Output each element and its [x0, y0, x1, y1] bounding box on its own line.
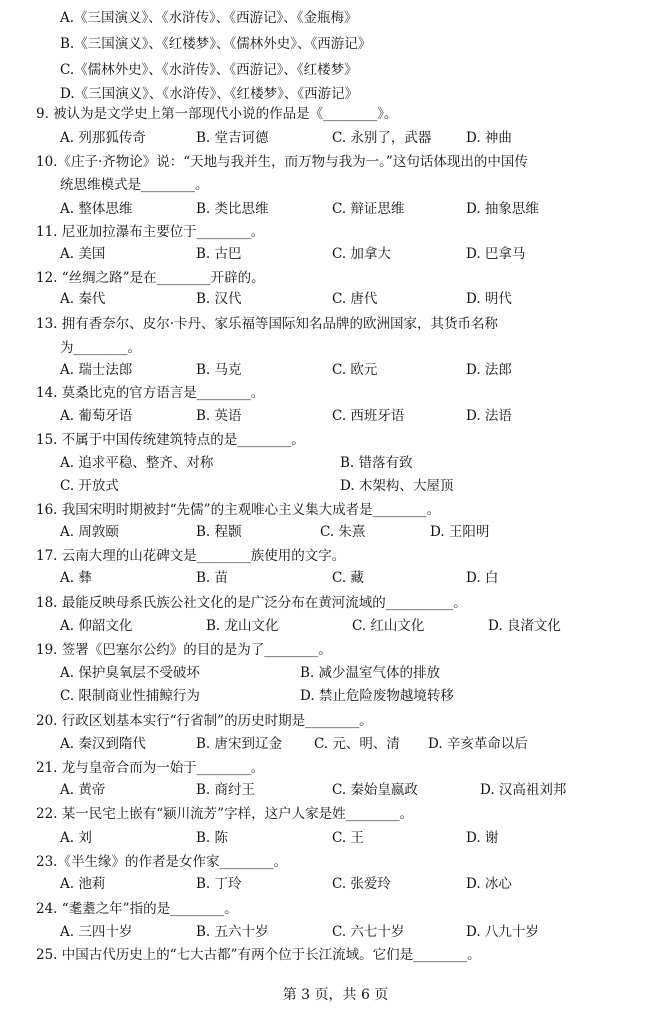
option-22c: C. 王	[332, 830, 364, 846]
option-8c: C.《儒林外史》、《水浒传》、《西游记》、《红楼梦》	[60, 62, 358, 78]
question-25: 25. 中国古代历史上的“七大古都”有两个位于长江流域。它们是________。	[36, 947, 481, 963]
question-18: 18. 最能反映母系氏族公社文化的是广泛分布在黄河流域的__________。	[36, 595, 467, 611]
option-12a: A. 秦代	[60, 291, 106, 307]
question-21: 21. 龙与皇帝合而为一始于________。	[36, 760, 265, 776]
option-8a: A.《三国演义》、《水浒传》、《西游记》、《金瓶梅》	[60, 10, 358, 26]
option-16c: C. 朱熹	[320, 524, 366, 540]
option-15d: D. 木架构、大屋顶	[340, 478, 454, 494]
option-8d: D.《三国演义》、《水浒传》、《红楼梦》、《西游记》	[60, 86, 359, 102]
option-10d: D. 抽象思维	[466, 201, 539, 217]
question-17: 17. 云南大理的山花碑文是________族使用的文字。	[36, 548, 346, 564]
option-13d: D. 法郎	[466, 362, 512, 378]
option-24c: C. 六七十岁	[332, 924, 405, 940]
option-20a: A. 秦汉到隋代	[60, 736, 146, 752]
option-14b: B. 英语	[196, 408, 242, 424]
option-22b: B. 陈	[196, 830, 229, 846]
option-10a: A. 整体思维	[60, 201, 133, 217]
option-18a: A. 仰韶文化	[60, 618, 133, 634]
question-16: 16. 我国宋明时期被封“先儒”的主观唯心主义集大成者是________。	[36, 502, 441, 518]
option-17a: A. 彝	[60, 570, 92, 586]
question-10: 10.《庄子·齐物论》说：“天地与我并生，而万物与我为一。”这句话体现出的中国传	[36, 154, 528, 170]
question-10-cont: 统思维模式是________。	[60, 177, 209, 193]
option-23b: B. 丁玲	[196, 876, 242, 892]
option-9b: B. 堂吉诃德	[196, 130, 269, 146]
option-18b: B. 龙山文化	[206, 618, 279, 634]
option-9a: A. 列那狐传奇	[60, 130, 146, 146]
option-9c: C. 永别了，武器	[332, 130, 432, 146]
option-14d: D. 法语	[466, 408, 512, 424]
question-24: 24. “耄耋之年”指的是________。	[36, 901, 238, 917]
option-11c: C. 加拿大	[332, 246, 391, 262]
option-12b: B. 汉代	[196, 291, 242, 307]
option-24b: B. 五六十岁	[196, 924, 269, 940]
option-12d: D. 明代	[466, 291, 512, 307]
question-22: 22. 某一民宅上嵌有“颍川流芳”字样，这户人家是姓________。	[36, 806, 414, 822]
option-17d: D. 白	[466, 570, 499, 586]
option-15b: B. 错落有致	[340, 455, 413, 471]
option-16d: D. 王阳明	[430, 524, 490, 540]
option-15a: A. 追求平稳、整齐、对称	[60, 455, 214, 471]
option-22a: A. 刘	[60, 830, 92, 846]
page-footer: 第 3 页，共 6 页	[282, 987, 389, 1003]
question-13: 13. 拥有香奈尔、皮尔·卡丹、家乐福等国际知名品牌的欧洲国家，其货币名称	[36, 316, 499, 332]
option-12c: C. 唐代	[332, 291, 378, 307]
question-15: 15. 不属于中国传统建筑特点的是________。	[36, 432, 305, 448]
option-21c: C. 秦始皇嬴政	[332, 782, 418, 798]
option-14a: A. 葡萄牙语	[60, 408, 133, 424]
question-12: 12. “丝绸之路”是在________开辟的。	[36, 270, 265, 286]
option-21a: A. 黄帝	[60, 782, 106, 798]
option-13b: B. 马克	[196, 362, 242, 378]
option-11a: A. 美国	[60, 246, 106, 262]
option-9d: D. 神曲	[466, 130, 512, 146]
question-20: 20. 行政区划基本实行“行省制”的历史时期是________。	[36, 713, 373, 729]
option-15c: C. 开放式	[60, 478, 119, 494]
option-16a: A. 周敦颐	[60, 524, 119, 540]
option-19c: C. 限制商业性捕鲸行为	[60, 688, 200, 704]
option-10b: B. 类比思维	[196, 201, 269, 217]
question-14: 14. 莫桑比克的官方语言是________。	[36, 385, 265, 401]
option-13c: C. 欧元	[332, 362, 378, 378]
option-23d: D. 冰心	[466, 876, 512, 892]
option-20c: C. 元、明、清	[314, 736, 400, 752]
option-21b: B. 商纣王	[196, 782, 256, 798]
option-21d: D. 汉高祖刘邦	[480, 782, 567, 798]
option-8b: B.《三国演义》、《红楼梦》、《儒林外史》、《西游记》	[60, 36, 372, 52]
option-16b: B. 程颢	[196, 524, 242, 540]
question-13-cont: 为________。	[60, 340, 141, 356]
question-23: 23.《半生缘》的作者是女作家________。	[36, 854, 287, 870]
option-17b: B. 苗	[196, 570, 229, 586]
option-20d: D. 辛亥革命以后	[428, 736, 528, 752]
option-22d: D. 谢	[466, 830, 499, 846]
option-20b: B. 唐宋到辽金	[196, 736, 283, 752]
option-17c: C. 藏	[332, 570, 364, 586]
option-19b: B. 减少温室气体的排放	[300, 665, 441, 681]
option-24a: A. 三四十岁	[60, 924, 133, 940]
option-11d: D. 巴拿马	[466, 246, 526, 262]
option-19a: A. 保护臭氧层不受破坏	[60, 665, 200, 681]
question-9: 9. 被认为是文学史上第一部现代小说的作品是《________》。	[36, 106, 398, 122]
option-19d: D. 禁止危险废物越境转移	[300, 688, 454, 704]
option-24d: D. 八九十岁	[466, 924, 539, 940]
option-18c: C. 红山文化	[352, 618, 425, 634]
question-19: 19. 签署《巴塞尔公约》的目的是为了________。	[36, 642, 332, 658]
option-14c: C. 西班牙语	[332, 408, 405, 424]
option-10c: C. 辩证思维	[332, 201, 405, 217]
option-18d: D. 良渚文化	[488, 618, 561, 634]
option-23c: C. 张爱玲	[332, 876, 391, 892]
option-11b: B. 古巴	[196, 246, 242, 262]
option-13a: A. 瑞士法郎	[60, 362, 133, 378]
option-23a: A. 池莉	[60, 876, 106, 892]
question-11: 11. 尼亚加拉瀑布主要位于________。	[36, 224, 265, 240]
